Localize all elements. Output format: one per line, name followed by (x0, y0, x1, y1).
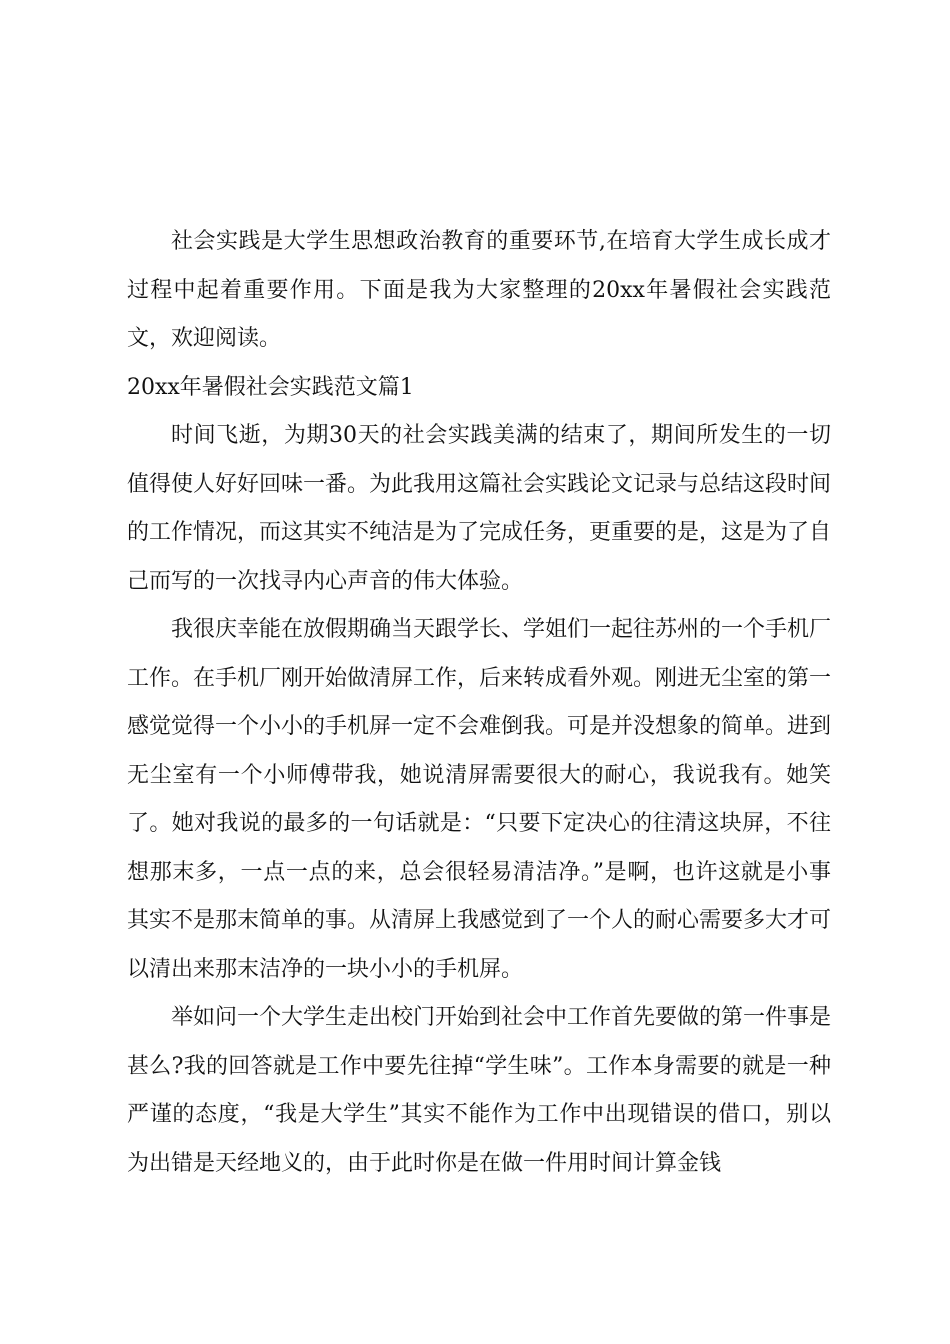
body-paragraph-2: 我很庆幸能在放假期确当天跟学长、学姐们一起往苏州的一个手机厂工作。在手机厂刚开始做清屏工作，后来转成看外观。刚进无尘室的第一感觉觉得一个小小的手机屏一定不会难倒我。可是并没想象的简单。进到无尘室有一个小师傅带我，她说清屏需要很大的耐心，我说我有。她笑了。她对我说的最多的一句话就是：“只要下定决心的往清这块屏，不往想那末多，一点一点的来，总会很轻易清洁净。”是啊，也许这就是小事其实不是那末简单的事。从清屏上我感觉到了一个人的耐心需要多大才可以清出来那末洁净的一块小小的手机屏。 (127, 617, 832, 982)
body-paragraph-1: 时间飞逝，为期30天的社会实践美满的结束了，期间所发生的一切值得使人好好回味一番。为此我用这篇社会实践论文记录与总结这段时间的工作情况，而这其实不纯洁是为了完成任务，更重要的是，这是为了自己而写的一次找寻内心声音的伟大体验。 (127, 423, 832, 594)
intro-paragraph: 社会实践是大学生思想政治教育的重要环节,在培育大学生成长成才过程中起着重要作用。下面是我为大家整理的20xx年暑假社会实践范文，欢迎阅读。 (127, 229, 831, 351)
body-paragraph-3: 举如问一个大学生走出校门开始到社会中工作首先要做的第一件事是甚么?我的回答就是工作中要先往掉“学生味”。工作本身需要的就是一种严谨的态度，“我是大学生”其实不能作为工作中出现错误的借口，别以为出错是天经地义的，由于此时你是在做一件用时间计算金钱 (127, 1005, 832, 1176)
section-heading: 20xx年暑假社会实践范文篇1 (127, 374, 414, 400)
document-body (127, 218, 831, 1188)
